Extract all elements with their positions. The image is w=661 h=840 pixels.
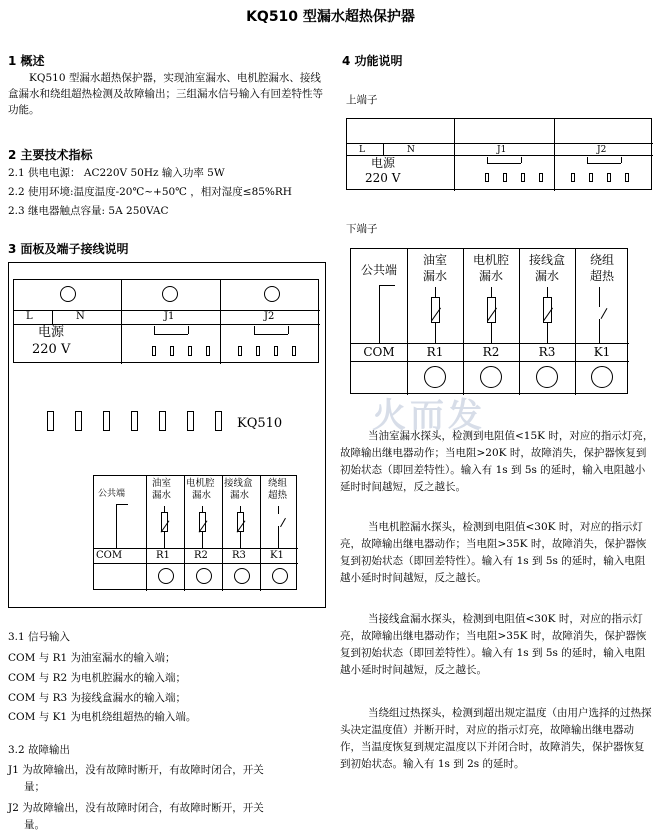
function-paragraph: 当绕组过热探头，检测到超出规定温度（由用户选择的过热探头决定温度值）并断开时，对应的指示灯亮，故障输出继电器动作，当温度恢复到规定温度以下并闭合时，故障消失，保护器恢复到初始状态。输入有 1s 到 2s 的延时。 — [340, 707, 652, 770]
lower-terminal-diagram — [350, 248, 628, 394]
output-item-cont: 量。 — [24, 819, 45, 831]
r3-label: R3 — [538, 345, 556, 359]
lower-terminal-label: 下端子 — [346, 223, 378, 235]
front-panel-diagram — [8, 262, 326, 608]
col2-label-b: 漏水 — [192, 490, 212, 501]
indicator-light — [187, 411, 194, 431]
section-1-paragraph: KQ510 型漏水超热保护器，实现油室漏水、电机腔漏水、接线盒漏水和绕组超热检测及故障输出；三组漏水信号输入有回差特性等功能。 — [8, 72, 323, 116]
terminal-j1-label: J1 — [164, 311, 175, 322]
indicator-light — [131, 411, 138, 431]
section-4-heading: 4 功能说明 — [342, 54, 403, 68]
indicator-light — [75, 411, 82, 431]
col3-label-b: 漏水 — [534, 269, 559, 283]
bottom-terminal-block — [93, 475, 297, 590]
col1-label-b: 漏水 — [152, 490, 172, 501]
col3-label-a: 接线盒 — [224, 478, 253, 489]
terminal-screw — [424, 366, 446, 388]
terminal-n-label: N — [76, 311, 85, 322]
r3-label: R3 — [232, 550, 246, 561]
col1-label-a: 油室 — [422, 253, 447, 267]
col4-label-a: 绕组 — [268, 478, 288, 489]
terminal-screw — [272, 568, 288, 584]
section-2-heading: 2 主要技术指标 — [8, 148, 93, 162]
terminal-j2-label: J2 — [597, 145, 607, 155]
spec-item: 2.1 供电电源： AC220V 50Hz 输入功率 5W — [8, 167, 225, 179]
section-3-heading: 3 面板及端子接线说明 — [8, 242, 129, 256]
upper-terminal-label: 上端子 — [346, 94, 378, 106]
indicator-light — [47, 411, 54, 431]
k1-label: K1 — [270, 550, 284, 561]
indicator-light — [215, 411, 222, 431]
spec-item: 2.2 使用环境:温度温度-20℃~+50℃ ，相对湿度≤85%RH — [8, 186, 292, 198]
r1-label: R1 — [426, 345, 444, 359]
power-voltage: 220 V — [32, 342, 71, 357]
col4-label-a: 绕组 — [589, 253, 614, 267]
col2-label-a: 电机腔 — [472, 253, 509, 267]
output-heading: 3.2 故障输出 — [8, 744, 71, 756]
top-terminal-block — [13, 279, 319, 363]
col3-label-a: 接线盒 — [528, 253, 565, 267]
input-item: COM 与 K1 为电机绕组超热的输入端。 — [8, 711, 197, 723]
terminal-screw — [196, 568, 212, 584]
input-item: COM 与 R1 为油室漏水的输入端； — [8, 652, 176, 664]
r1-label: R1 — [156, 550, 170, 561]
model-label: KQ510 — [237, 416, 283, 431]
function-paragraph: 当油室漏水探头，检测到电阻值<15K 时，对应的指示灯亮，故障输出继电器动作；当电阻>20K 时，故障消失，保护器恢复到初始状态（即回差特性）。输入有 1s 到 5s 的延时，输入电阻越小延时时间越短，反之越长。 — [340, 430, 654, 493]
r2-label: R2 — [194, 550, 208, 561]
terminal-l-label: L — [26, 311, 33, 322]
terminal-screw — [480, 366, 502, 388]
terminal-screw — [234, 568, 250, 584]
col2-label-b: 漏水 — [478, 269, 503, 283]
indicator-light — [103, 411, 110, 431]
function-paragraph: 当电机腔漏水探头，检测到电阻值<30K 时，对应的指示灯亮，故障输出继电器动作；当电阻>35K 时，故障消失，保护器恢复到初始状态（即回差特性）。输入有 1s 到 5s 的延时，输入电阻越小延时时间越短，反之越长。 — [340, 521, 647, 584]
output-item: J2 为故障输出，没有故障时闭合，有故障时断开，开关 — [8, 802, 264, 814]
col4-label-b: 超热 — [589, 269, 614, 283]
common-label: 公共端 — [98, 489, 126, 499]
terminal-l-label: L — [359, 145, 365, 155]
indicator-light — [159, 411, 166, 431]
page-title: KQ510 型漏水超热保护器 — [246, 9, 415, 25]
j1-terminal-screw — [162, 286, 178, 302]
power-terminal-screw — [60, 286, 76, 302]
function-paragraph: 当接线盒漏水探头，检测到电阻值<30K 时，对应的指示灯亮，故障输出继电器动作；当电阻>35K 时，故障消失，保护器恢复到初始状态（即回差特性）。输入有 1s 到 5s 的延时，输入电阻越小延时时间越短，反之越长。 — [340, 613, 647, 676]
input-item: COM 与 R2 为电机腔漏水的输入端； — [8, 672, 186, 684]
col1-label-b: 漏水 — [422, 269, 447, 283]
spec-item: 2.3 继电器触点容量: 5A 250VAC — [8, 205, 169, 217]
common-label: 公共端 — [360, 263, 397, 277]
output-item: J1 为故障输出，没有故障时断开，有故障时闭合，开关 — [8, 764, 264, 776]
col4-label-b: 超热 — [268, 490, 288, 501]
col1-label-a: 油室 — [152, 478, 172, 489]
j2-terminal-screw — [264, 286, 280, 302]
terminal-j1-label: J1 — [497, 145, 507, 155]
k1-label: K1 — [593, 345, 611, 359]
terminal-screw — [158, 568, 174, 584]
input-item: COM 与 R3 为接线盒漏水的输入端； — [8, 692, 186, 704]
power-voltage: 220 V — [365, 171, 401, 185]
r2-label: R2 — [482, 345, 500, 359]
com-label: COM — [363, 345, 395, 359]
col3-label-b: 漏水 — [230, 490, 250, 501]
output-item-cont: 量； — [24, 781, 45, 793]
terminal-n-label: N — [407, 145, 415, 155]
com-label: COM — [96, 550, 123, 561]
watermark-logo: 火而发 — [372, 396, 486, 436]
terminal-j2-label: J2 — [264, 311, 275, 322]
upper-terminal-diagram — [346, 118, 652, 190]
section-1-heading: 1 概述 — [8, 54, 45, 68]
col2-label-a: 电机腔 — [186, 478, 215, 489]
terminal-screw — [536, 366, 558, 388]
power-label: 电源 — [371, 156, 396, 170]
power-label: 电源 — [38, 325, 65, 340]
terminal-screw — [591, 366, 613, 388]
input-heading: 3.1 信号输入 — [8, 631, 71, 643]
